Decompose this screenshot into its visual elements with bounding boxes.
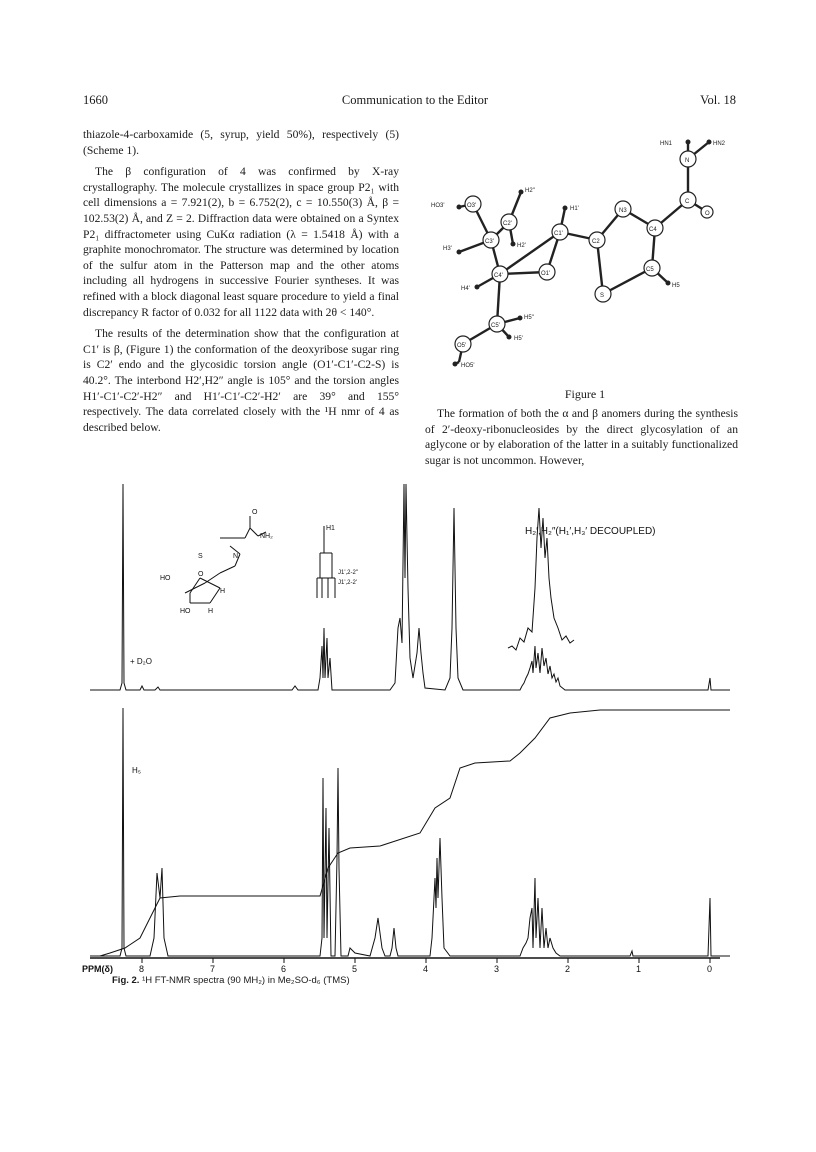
atom-c: C xyxy=(685,199,690,205)
coupling-j2-label: J1',2-2' xyxy=(338,580,357,586)
x-tick-label: 4 xyxy=(423,964,429,974)
atom-c4: C4 xyxy=(649,227,657,233)
atom-c3p: C3' xyxy=(485,239,494,245)
struct-o-ring: O xyxy=(198,571,204,578)
struct-s: S xyxy=(198,553,203,560)
x-tick-label: 8 xyxy=(139,964,145,974)
x-tick-label: 7 xyxy=(210,964,216,974)
struct-h2: H xyxy=(208,608,214,615)
atom-c5: C5 xyxy=(646,267,654,273)
struct-ho1: HO xyxy=(160,575,171,582)
figure-2-caption-text: ¹H FT-NMR spectra (90 MH₂) in Me₂SO-d₆ (TMS) xyxy=(142,975,350,986)
d2o-label: + D₂O xyxy=(130,657,152,666)
left-column xyxy=(83,127,399,441)
upper-spectrum-trace xyxy=(90,484,730,690)
figure-2-caption xyxy=(112,975,350,986)
struct-o: O xyxy=(252,509,258,516)
x-tick-label: 3 xyxy=(494,964,500,974)
atom-s: S xyxy=(600,293,605,299)
atom-n3: N3 xyxy=(619,208,627,214)
atom-c2p: C2' xyxy=(503,221,512,227)
figure-2-caption-number: Fig. 2. xyxy=(112,975,140,986)
axis-label: PPM(δ) xyxy=(82,964,113,974)
atom-h5pp: H5'' xyxy=(524,315,534,321)
atom-h5p: H5' xyxy=(514,336,523,342)
lower-spectrum-trace xyxy=(90,708,730,956)
atom-o: O xyxy=(705,211,710,217)
volume-label: Vol. 18 xyxy=(700,93,736,107)
integration-curve xyxy=(100,710,730,956)
decoupled-note: H₂′,H₂″(H₁′,H₃′ DECOUPLED) xyxy=(525,526,656,537)
atom-o3p: O3' xyxy=(467,203,477,209)
atom-h2p: H2' xyxy=(517,243,526,249)
figure-1-caption: Figure 1 xyxy=(564,387,606,401)
atom-c2: C2 xyxy=(592,239,600,245)
h1-label: H1 xyxy=(326,525,335,532)
right-column xyxy=(425,406,738,474)
x-tick-label: 2 xyxy=(565,964,571,974)
atom-hn2: HN2 xyxy=(713,141,726,147)
coupling-tree xyxy=(317,526,335,598)
atom-ho5p: HO5' xyxy=(461,363,475,369)
paragraph-3: The results of the determination show that the configuration at C1′ is β, (Figure 1) the conformation of the deoxyribose sugar ring is C2′ endo and the glycosidic torsion angle (O1′-C1′-C2-S) is 40.2°. The interbond H2′,H2″ angle is 105° and the torsion angles H1′-C1′-C2′-H2″ and H1′-C1′-C2′-H2′ are 39° and 155° respectively. The data correlated closely with the ¹H nmr of 4 as described below. xyxy=(83,327,399,434)
running-title: Communication to the Editor xyxy=(341,93,489,107)
x-tick-label: 5 xyxy=(352,964,358,974)
atom-h4p: H4' xyxy=(461,286,470,292)
atom-n: N xyxy=(685,158,690,164)
atom-c4p: C4' xyxy=(494,273,503,279)
page-number: 1660 xyxy=(83,93,108,107)
atom-ho3p: HO3' xyxy=(431,203,445,209)
coupling-j1-label: J1',2-2'' xyxy=(338,570,359,576)
h5-label: H₅ xyxy=(132,766,141,775)
atom-h5: H5 xyxy=(672,283,680,289)
atom-h2pp: H2'' xyxy=(525,188,535,194)
atom-o1p: O1' xyxy=(541,271,551,277)
atom-hn1: HN1 xyxy=(660,141,673,147)
struct-h: H xyxy=(220,588,226,595)
right-paragraph-1: The formation of both the α and β anomers during the synthesis of 2′-deoxy-ribonucleosides by the direct glycosylation of an aglycone or by elaboration of the latter in a suitably functionalized sugar is not uncommon. However, xyxy=(425,407,738,467)
atom-o5p: O5' xyxy=(457,343,467,349)
figure-2-nmr-spectra xyxy=(80,478,740,998)
x-tick-label: 1 xyxy=(636,964,642,974)
paragraph-1: thiazole-4-carboxamide (5, syrup, yield 50%), respectively (5) (Scheme 1). xyxy=(83,128,399,157)
atom-h1p: H1' xyxy=(570,206,579,212)
x-axis-ticks xyxy=(139,958,712,974)
atom-c5p: C5' xyxy=(491,323,500,329)
paragraph-2: The β configuration of 4 was confirmed by X-ray crystallography. The molecule crystallizes in space group P2₁ with cell dimensions a = 7.921(2), b = 6.752(2), c = 10.550(3) Å, β = 102.53(2) Å, and Z = 2. Diffraction data were obtained on a Syntex P2₁ diffractometer using CuKα radiation (λ = 1.5418 Å) with a graphite monochromator. The structure was determined by location of the sulfur atom in the Patterson map and the other atoms including all hydrogens in successive Fourier syntheses. It was refined with a block diagonal least square procedure to yield a final discrepancy R factor of 0.032 for all 1122 data with 2θ < 140°. xyxy=(83,165,399,319)
atom-c1p: C1' xyxy=(554,231,563,237)
figure-1-molecule xyxy=(425,132,745,377)
x-tick-label: 0 xyxy=(707,964,713,974)
atom-h3p: H3' xyxy=(443,246,452,252)
struct-ho2: HO xyxy=(180,608,191,615)
struct-nh2: NH₂ xyxy=(260,533,273,540)
x-tick-label: 6 xyxy=(281,964,287,974)
struct-n: N xyxy=(233,553,239,560)
